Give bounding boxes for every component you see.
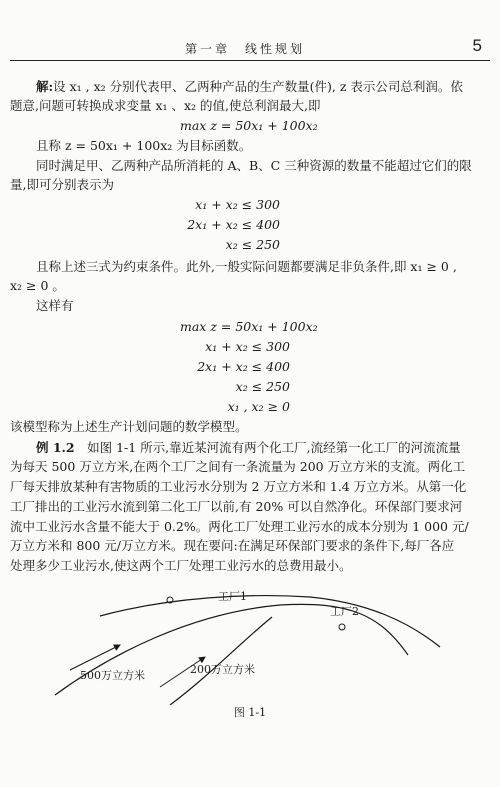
constraint-3: x₂ ≤ 250	[225, 237, 280, 252]
branch-flow-label: 200万立方米	[190, 663, 255, 676]
example-text-1: 如图 1-1 所示,靠近某河流有两个化工厂,流经第一化工厂的河流流量	[74, 440, 461, 455]
model-objective: max z = 50x₁ + 100x₂	[180, 319, 318, 334]
running-header	[10, 36, 490, 61]
objective-note: 且称 z = 50x₁ + 100x₂ 为目标函数。	[36, 138, 252, 153]
example-line-2: 为每天 500 万立方米,在两个工厂之间有一条流量为 200 万立方米的支流。两化工	[10, 459, 466, 474]
constraint-note-2: x₂ ≥ 0 。	[10, 278, 65, 293]
model-constraint-1: x₁ + x₂ ≤ 300	[205, 339, 290, 354]
example-line-1	[36, 440, 461, 456]
factory-1-label: 工厂1	[218, 590, 247, 603]
factory-2-marker	[339, 624, 345, 630]
page-number: 5	[472, 36, 482, 55]
model-constraint-3: x₂ ≤ 250	[235, 379, 290, 394]
factory-2-label: 工厂2	[330, 605, 359, 618]
solution-line-1	[36, 79, 463, 95]
model-constraint-2: 2x₁ + x₂ ≤ 400	[197, 359, 290, 374]
limit-line-1: 同时满足甲、乙两种产品所消耗的 A、B、C 三种资源的数量不能超过它们的限	[36, 158, 472, 173]
example-line-5: 流中工业污水含量不能大于 0.2%。两化工厂处理工业污水的成本分别为 1 000 元/	[10, 519, 469, 534]
constraint-2: 2x₁ + x₂ ≤ 400	[187, 217, 280, 232]
solution-line-2: 题意,问题可转换成求变量 x₁ 、x₂ 的值,使总利润最大,即	[10, 98, 321, 113]
solution-lead: 解:	[36, 79, 54, 94]
constraint-1: x₁ + x₂ ≤ 300	[195, 197, 280, 212]
model-nonnegativity: x₁ , x₂ ≥ 0	[227, 399, 290, 414]
limit-line-2: 量,即可分别表示为	[10, 177, 114, 192]
thus-line: 这样有	[36, 298, 74, 313]
solution-text-1: 设 x₁ , x₂ 分别代表甲、乙两种产品的生产数量(件), z 表示公司总利润。依	[53, 79, 463, 94]
example-label: 例 1.2	[36, 440, 75, 455]
river-figure	[10, 575, 490, 725]
model-summary: 该模型称为上述生产计划问题的数学模型。	[10, 419, 248, 434]
example-line-4: 工厂排出的工业污水流到第二化工厂以前,有 20% 可以自然净化。环保部门要求河	[10, 499, 463, 514]
river-diagram	[10, 575, 490, 705]
main-flow-label: 500万立方米	[80, 669, 145, 682]
example-line-3: 厂每天排放某种有害物质的工业污水分别为 2 万立方米和 1.4 万立方米。从第一化	[10, 479, 467, 494]
constraint-note-1: 且称上述三式为约束条件。此外,一般实际问题都要满足非负条件,即 x₁ ≥ 0 ,	[36, 259, 457, 274]
figure-caption: 图 1-1	[233, 706, 267, 719]
example-line-6: 万立方米和 800 元/万立方米。现在要问:在满足环保部门要求的条件下,每厂各应	[10, 538, 455, 553]
objective-function: max z = 50x₁ + 100x₂	[180, 118, 318, 133]
example-line-7: 处理多少工业污水,使这两个工厂处理工业污水的总费用最小。	[10, 558, 352, 573]
chapter-title: 第一章 线性规划	[185, 42, 306, 56]
